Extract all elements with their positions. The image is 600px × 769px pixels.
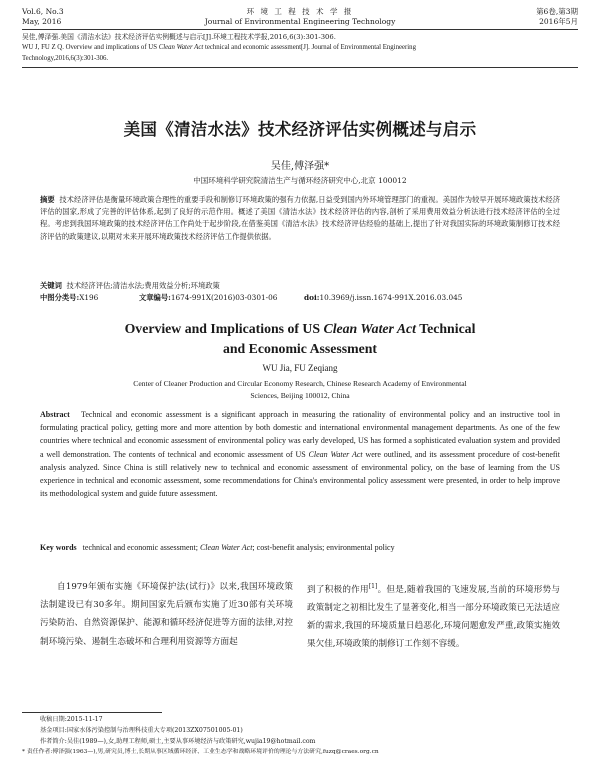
header-rule — [22, 29, 578, 30]
keywords-en: Key words technical and economic assessment; Clean Water Act; cost-benefit analysis; environmental policy — [40, 543, 395, 552]
footnote-author: 作者简介:吴佳(1989—),女,助理工程师,硕士,主要从事环境经济与政策研究,wujia19@hotmail.com — [40, 738, 316, 745]
abstract-en: Abstract Technical and economic assessment is a significant approach in measuring the rationality of environmental policy and an instructive tool in formulating practical policy, getting more and more attention by both domestic and international environmental management departments. As one of the few countries where technical and economic assessment of environmental policy was early developed, US has formed a sophisticated evaluation system and provided a well demonstration. The contents of technical and economic assessment of US Clean Water Act were outlined, and its assessment procedure of cost-benefit analysis analyzed. Since China is still relatively new to technical and economic assessment of environmental policy, on the base of learning from the US experience in technical and economic assessment, some recommendations for China's environmental policy assessment were presented, in order to help improve its methodological system and guide future assessment. — [40, 410, 560, 499]
affiliation-en-2: Sciences, Beijing 100012, China — [250, 391, 350, 400]
abstract-cn: 摘要 技术经济评估是衡量环境政策合理性的重要手段和制修订环境政策的强有力依据,日益受到国内外环境管理部门的重视。美国作为较早开展环境政策技术经济评估的国家,形成了完善的评估体系,起到了良好的示范作用。概述了美国《清洁水法》技术经济评估的内容,剖析了采用费用效益分析法进行技术经济评估的全过程。考虑到我国环境政策的技术经济评估工作尚处于起步阶段,在借鉴美国《清洁水法》技术经济评估经验的基础上,提出了针对我国实际的环境政策制修订技术经济评估的政策建议,以期对未来开展环境政策技术经济评估工作提供依据。 — [40, 195, 560, 241]
affiliation-cn: 中国环境科学研究院清洁生产与循环经济研究中心,北京 100012 — [193, 176, 407, 185]
keywords-cn: 关键词 技术经济评估;清洁水法;费用效益分析;环境政策 — [40, 281, 220, 290]
citation-en: WU J, FU Z Q. Overview and implications of US Clean Water Act technical and economic assessment[J]. Journal of Environmental Engineering — [22, 44, 416, 51]
footnote-fund: 基金项目:国家水体污染控制与治理科技重大专项(2013ZX07501005-01) — [40, 727, 243, 734]
header-journal-en: Journal of Environmental Engineering Technology — [204, 17, 396, 26]
authors-cn: 吴佳,傅泽强* — [270, 161, 330, 172]
page-title-cn: 美国《清洁水法》技术经济评估实例概述与启示 — [123, 120, 477, 139]
affiliation-en: Center of Cleaner Production and Circular Economy Research, Chinese Research Academy of Environmental — [133, 379, 467, 388]
header-journal-cn: 环 境 工 程 技 术 学 报 — [246, 7, 354, 16]
footnote-corresponding: * 责任作者:傅泽强(1963—),男,研究员,博士,长期从事区域循环经济、工业生态学和战略环境评价的理论与方法研究,fuzq@craes.org.cn — [22, 749, 379, 755]
footnote-received: 收稿日期:2015-11-17 — [40, 716, 103, 723]
page-title-en-2: and Economic Assessment — [222, 341, 378, 356]
header-volume: Vol.6, No.3 — [22, 7, 64, 16]
citation-rule — [22, 67, 578, 68]
body-left-column: 自1979年颁布实施《环境保护法(试行)》以来,我国环境政策法制建设已有30多年。期间国家先后颁布实施了近30部有关环境污染防治、自然资源保护、能源和循环经济促进等方面的法律,对控制环境污染、遏制生态破坏和合理利用资源等方面起 — [40, 582, 293, 647]
citation-cn: 吴佳,傅泽强.美国《清洁水法》技术经济评估实例概述与启示[J].环境工程技术学报,2016,6(3):301-306. — [22, 33, 336, 41]
classification-line: 中图分类号:X196 文章编号:1674-991X(2016)03-0301-06 doi:10.3969/j.issn.1674-991X.2016.03.045 — [40, 293, 463, 302]
header-date-cn: 2016年5月 — [539, 17, 578, 26]
reference-marker: [1] — [368, 583, 378, 590]
header-issue-cn: 第6卷,第3期 — [536, 7, 578, 16]
body-right-column: 到了积极的作用[1]。但是,随着我国的飞速发展,当前的环境形势与政策制定之初相比发生了显著变化,相当一部分环境政策已无法适应新的需求,我国的环境质量日趋恶化,环境问题愈发严重,政策实施效果欠佳,环境政策的制修订工作刻不容缓。 — [307, 583, 560, 650]
page-title-en: Overview and Implications of US Clean Water Act Technical — [124, 321, 476, 336]
authors-en: WU Jia, FU Zeqiang — [262, 363, 338, 373]
footnote-rule — [22, 712, 162, 713]
citation-en-2: Technology,2016,6(3):301-306. — [22, 55, 109, 62]
header-date-en: May, 2016 — [22, 17, 62, 26]
